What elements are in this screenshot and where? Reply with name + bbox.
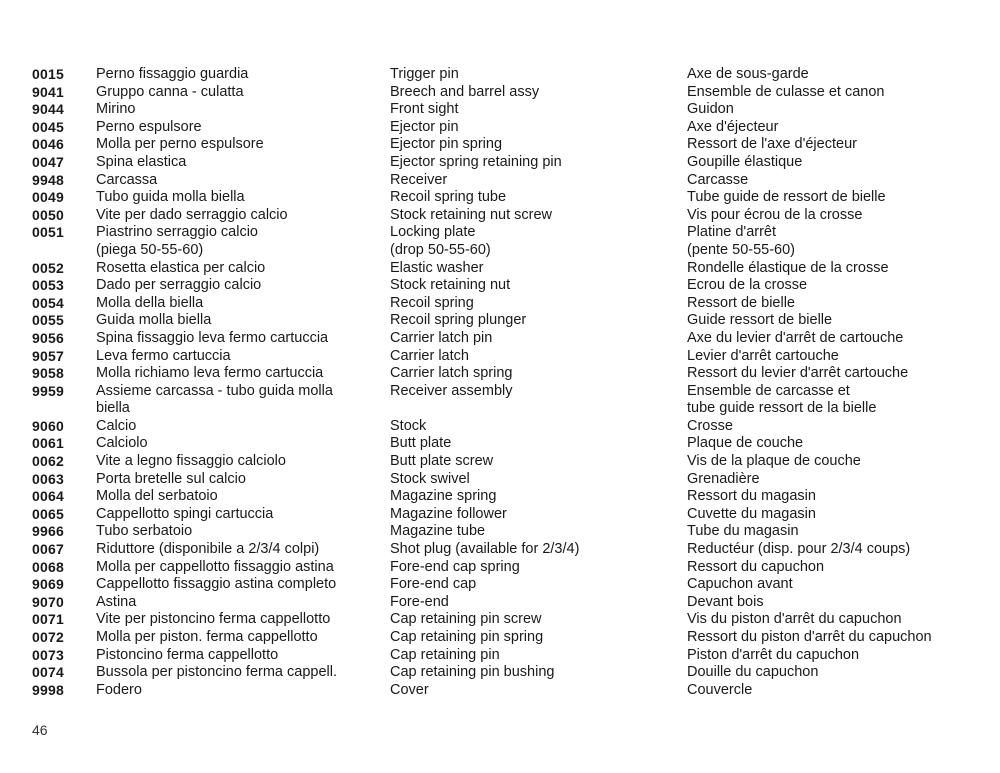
part-name-french: Rondelle élastique de la crosse (687, 259, 889, 276)
part-code: 0071 (32, 611, 64, 628)
part-name-english: Locking plate (drop 50-55-60) (390, 224, 491, 258)
part-row (0, 559, 1000, 577)
part-code: 9998 (32, 681, 64, 698)
part-row (0, 312, 1000, 330)
part-name-italian: Molla per cappellotto fissaggio astina (96, 558, 334, 575)
part-code: 9070 (32, 593, 64, 610)
part-code: 9041 (32, 83, 64, 100)
part-name-italian: Molla del serbatoio (96, 488, 218, 505)
part-row (0, 611, 1000, 629)
part-name-italian: Mirino (96, 101, 136, 118)
part-name-english: Elastic washer (390, 259, 484, 276)
part-row (0, 330, 1000, 348)
part-name-english: Cap retaining pin screw (390, 611, 542, 628)
part-row (0, 435, 1000, 453)
part-name-french: Ressort du piston d'arrêt du capuchon (687, 629, 932, 645)
part-name-italian: Rosetta elastica per calcio (96, 259, 266, 276)
part-name-italian: Molla per perno espulsore (96, 136, 264, 153)
part-row (0, 295, 1000, 313)
part-name-italian: Leva fermo cartuccia (96, 347, 231, 364)
part-code: 0051 (32, 224, 64, 241)
part-name-english: Fore-end cap (390, 576, 477, 593)
part-code: 0074 (32, 664, 64, 681)
part-code: 9044 (32, 101, 64, 118)
part-name-french: Guide ressort de bielle (687, 312, 833, 329)
part-name-french: Ensemble de culasse et canon (687, 83, 885, 100)
part-name-french: Ressort du capuchon (687, 558, 825, 575)
part-row (0, 383, 1000, 418)
part-code: 9966 (32, 523, 64, 540)
part-name-english: Front sight (390, 101, 459, 118)
part-name-italian: Molla richiamo leva fermo cartuccia (96, 365, 324, 382)
part-code: 0046 (32, 136, 64, 153)
part-name-french: Cuvette du magasin (687, 505, 816, 522)
part-code: 0050 (32, 206, 64, 223)
part-code: 9069 (32, 576, 64, 593)
part-code: 9060 (32, 417, 64, 434)
part-code: 9057 (32, 347, 64, 364)
part-name-english: Ejector pin spring (390, 136, 503, 153)
part-row (0, 594, 1000, 612)
part-row (0, 647, 1000, 665)
part-name-french: Devant bois (687, 593, 764, 610)
part-code: 9959 (32, 382, 64, 399)
part-code: 9056 (32, 329, 64, 346)
part-name-english: Cap retaining pin bushing (390, 664, 555, 681)
part-name-english: Carrier latch (390, 347, 469, 364)
part-name-french: Douille du capuchon (687, 664, 819, 681)
part-name-italian: Cappellotto spingi cartuccia (96, 505, 274, 522)
part-name-french: Piston d'arrêt du capuchon (687, 646, 860, 663)
part-name-english: Butt plate screw (390, 453, 494, 470)
part-name-english: Recoil spring (390, 294, 474, 311)
part-code: 0073 (32, 646, 64, 663)
part-name-french: Tube du magasin (687, 523, 799, 540)
part-code: 0047 (32, 153, 64, 170)
part-name-french: Axe de sous-garde (687, 66, 809, 82)
part-name-french: Vis pour écrou de la crosse (687, 206, 863, 223)
part-name-italian: Calciolo (96, 435, 148, 452)
part-code: 0067 (32, 541, 64, 558)
part-row (0, 277, 1000, 295)
part-row (0, 365, 1000, 383)
part-name-english: Stock retaining nut screw (390, 206, 552, 223)
part-name-english: Carrier latch spring (390, 365, 513, 382)
part-row (0, 260, 1000, 278)
part-name-english: Receiver (390, 171, 448, 188)
part-name-english: Stock swivel (390, 470, 470, 487)
part-row (0, 682, 1000, 700)
part-row (0, 488, 1000, 506)
part-row (0, 418, 1000, 436)
part-name-italian: Spina fissaggio leva fermo cartuccia (96, 329, 329, 346)
part-name-french: Ressort du magasin (687, 488, 816, 505)
page-number: 46 (32, 722, 48, 738)
part-code: 0054 (32, 294, 64, 311)
part-code: 0068 (32, 558, 64, 575)
part-name-french: Crosse (687, 417, 733, 434)
part-code: 0062 (32, 453, 64, 470)
part-row (0, 453, 1000, 471)
part-name-french: Grenadière (687, 470, 760, 487)
part-name-english: Cap retaining pin spring (390, 629, 544, 645)
part-name-italian: Calcio (96, 417, 137, 434)
part-row (0, 506, 1000, 524)
part-code: 0072 (32, 629, 64, 645)
part-name-english: Cover (390, 681, 429, 698)
part-code: 0061 (32, 435, 64, 452)
part-row (0, 119, 1000, 137)
part-name-italian: Guida molla biella (96, 312, 212, 329)
part-code: 0015 (32, 66, 64, 82)
part-name-english: Butt plate (390, 435, 452, 452)
part-row (0, 541, 1000, 559)
part-row (0, 348, 1000, 366)
part-name-italian: Molla per piston. ferma cappellotto (96, 629, 318, 645)
part-name-french: Ressort de bielle (687, 294, 795, 311)
part-name-italian: Bussola per pistoncino ferma cappell. (96, 664, 337, 681)
parts-list (0, 66, 1000, 699)
part-name-italian: Molla della biella (96, 294, 204, 311)
part-code: 0063 (32, 470, 64, 487)
part-name-english: Fore-end (390, 593, 449, 610)
part-name-italian: Tubo serbatoio (96, 523, 193, 540)
part-name-italian: Astina (96, 593, 137, 610)
part-code: 9948 (32, 171, 64, 188)
part-name-english: Stock (390, 417, 427, 434)
part-code: 0065 (32, 505, 64, 522)
part-name-english: Receiver assembly (390, 382, 513, 399)
part-name-english: Magazine tube (390, 523, 486, 540)
part-name-french: Ressort de l'axe d'éjecteur (687, 136, 857, 153)
part-row (0, 172, 1000, 190)
part-name-french: Guidon (687, 101, 734, 118)
part-name-italian: Piastrino serraggio calcio (piega 50-55-60) (96, 224, 258, 258)
part-name-english: Cap retaining pin (390, 646, 500, 663)
part-name-italian: Riduttore (disponibile a 2/3/4 colpi) (96, 541, 320, 558)
part-name-italian: Porta bretelle sul calcio (96, 470, 246, 487)
part-name-italian: Vite per dado serraggio calcio (96, 206, 288, 223)
part-name-italian: Dado per serraggio calcio (96, 277, 262, 294)
part-row (0, 523, 1000, 541)
part-name-english: Ejector pin (390, 118, 459, 135)
part-name-italian: Tubo guida molla biella (96, 189, 245, 206)
part-name-english: Ejector spring retaining pin (390, 153, 562, 170)
part-name-french: Levier d'arrêt cartouche (687, 347, 839, 364)
part-name-french: Tube guide de ressort de bielle (687, 189, 886, 206)
part-name-english: Magazine spring (390, 488, 497, 505)
part-row (0, 664, 1000, 682)
part-name-english: Breech and barrel assy (390, 83, 540, 100)
part-name-french: Ecrou de la crosse (687, 277, 808, 294)
part-name-italian: Perno fissaggio guardia (96, 66, 249, 82)
part-code: 0045 (32, 118, 64, 135)
part-name-french: Carcasse (687, 171, 749, 188)
part-name-italian: Fodero (96, 681, 142, 698)
part-name-italian: Carcassa (96, 171, 158, 188)
part-name-french: Axe d'éjecteur (687, 118, 779, 135)
part-name-english: Magazine follower (390, 505, 507, 522)
part-name-french: Goupille élastique (687, 153, 803, 170)
part-name-french: Reductéur (disp. pour 2/3/4 coups) (687, 541, 911, 558)
part-name-french: Capuchon avant (687, 576, 793, 593)
part-name-french: Vis du piston d'arrêt du capuchon (687, 611, 902, 628)
part-name-english: Fore-end cap spring (390, 558, 520, 575)
part-row (0, 471, 1000, 489)
part-name-italian: Vite a legno fissaggio calciolo (96, 453, 286, 470)
part-name-french: Couvercle (687, 681, 753, 698)
part-name-italian: Perno espulsore (96, 118, 202, 135)
part-name-english: Recoil spring plunger (390, 312, 527, 329)
part-row (0, 101, 1000, 119)
part-row (0, 629, 1000, 647)
part-name-italian: Assieme carcassa - tubo guida molla biella (96, 382, 333, 417)
part-code: 0064 (32, 488, 64, 505)
part-row (0, 136, 1000, 154)
part-row (0, 84, 1000, 102)
part-code: 0052 (32, 259, 64, 276)
part-name-italian: Vite per pistoncino ferma cappellotto (96, 611, 331, 628)
part-name-english: Shot plug (available for 2/3/4) (390, 541, 580, 558)
part-name-italian: Cappellotto fissaggio astina completo (96, 576, 337, 593)
part-name-french: Platine d'arrêt (pente 50-55-60) (687, 224, 796, 258)
part-name-french: Ressort du levier d'arrêt cartouche (687, 365, 909, 382)
part-row (0, 154, 1000, 172)
part-name-french: Plaque de couche (687, 435, 804, 452)
part-name-italian: Gruppo canna - culatta (96, 83, 244, 100)
part-name-english: Recoil spring tube (390, 189, 507, 206)
part-row (0, 576, 1000, 594)
part-name-french: Axe du levier d'arrêt de cartouche (687, 329, 904, 346)
part-row (0, 66, 1000, 84)
part-row (0, 207, 1000, 225)
part-code: 0053 (32, 277, 64, 294)
part-name-french: Ensemble de carcasse et tube guide ressort de la bielle (687, 382, 877, 417)
part-name-italian: Pistoncino ferma cappellotto (96, 646, 279, 663)
part-row (0, 224, 1000, 259)
part-code: 0055 (32, 312, 64, 329)
part-code: 9058 (32, 365, 64, 382)
part-name-english: Trigger pin (390, 66, 459, 82)
part-name-english: Carrier latch pin (390, 329, 493, 346)
part-name-english: Stock retaining nut (390, 277, 511, 294)
part-name-french: Vis de la plaque de couche (687, 453, 861, 470)
part-row (0, 189, 1000, 207)
part-name-italian: Spina elastica (96, 153, 187, 170)
part-code: 0049 (32, 189, 64, 206)
